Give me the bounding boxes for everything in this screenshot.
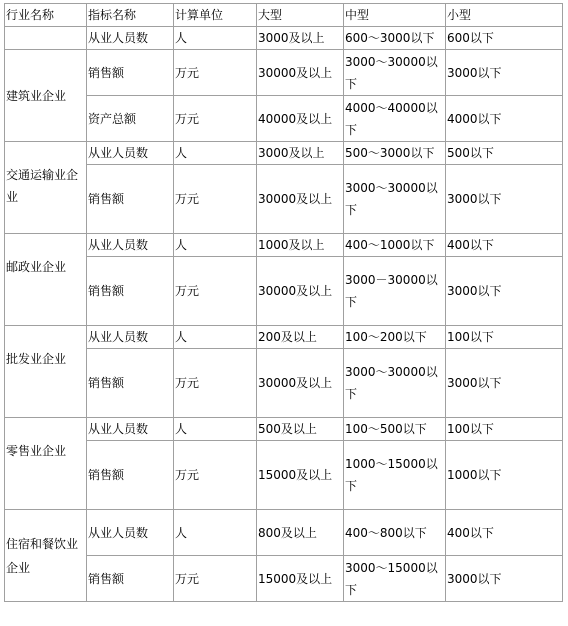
indicator-cell: 销售额	[87, 349, 174, 418]
industry-cell	[5, 418, 87, 510]
medium-cell: 100～200以下	[344, 326, 446, 349]
table-row	[5, 234, 563, 257]
industry-label: 零售业企业	[6, 444, 67, 458]
medium-cell: 3000－30000以下	[344, 257, 446, 326]
indicator-cell: 从业人员数	[87, 326, 174, 349]
industry-cell: 住宿和餐饮业企业	[5, 510, 87, 602]
small-cell: 1000以下	[446, 441, 563, 510]
indicator-cell: 从业人员数	[87, 27, 174, 50]
large-cell: 30000及以上	[257, 257, 344, 326]
enterprise-size-standard-table	[4, 3, 563, 602]
header-medium: 中型	[344, 4, 446, 27]
table-row	[5, 165, 563, 234]
small-cell: 3000以下	[446, 257, 563, 326]
indicator-cell: 资产总额	[87, 96, 174, 142]
industry-label: 批发业企业	[6, 352, 67, 366]
indicator-cell: 销售额	[87, 556, 174, 602]
small-cell: 100以下	[446, 326, 563, 349]
large-cell: 30000及以上	[257, 50, 344, 96]
small-cell: 3000以下	[446, 50, 563, 96]
unit-cell: 万元	[174, 441, 257, 510]
large-cell: 30000及以上	[257, 165, 344, 234]
indicator-cell: 从业人员数	[87, 234, 174, 257]
indicator-cell: 从业人员数	[87, 142, 174, 165]
indicator-cell: 销售额	[87, 50, 174, 96]
table-row	[5, 142, 563, 165]
indicator-cell: 销售额	[87, 165, 174, 234]
header-large: 大型	[257, 4, 344, 27]
medium-cell: 500～3000以下	[344, 142, 446, 165]
small-cell: 3000以下	[446, 349, 563, 418]
small-cell: 500以下	[446, 142, 563, 165]
industry-cell	[5, 142, 87, 234]
small-cell: 3000以下	[446, 556, 563, 602]
table-row	[5, 96, 563, 142]
table-row	[5, 326, 563, 349]
small-cell: 3000以下	[446, 165, 563, 234]
indicator-cell: 销售额	[87, 257, 174, 326]
header-industry: 行业名称	[5, 4, 87, 27]
header-row	[5, 4, 563, 27]
header-indicator: 指标名称	[87, 4, 174, 27]
industry-label: 交通运输业企业	[6, 168, 79, 204]
large-cell: 30000及以上	[257, 349, 344, 418]
large-cell: 800及以上	[257, 510, 344, 556]
unit-cell: 人	[174, 510, 257, 556]
small-cell: 100以下	[446, 418, 563, 441]
large-cell: 500及以上	[257, 418, 344, 441]
industry-label: 邮政业企业	[6, 260, 67, 274]
small-cell: 400以下	[446, 510, 563, 556]
large-cell: 1000及以上	[257, 234, 344, 257]
unit-cell: 人	[174, 142, 257, 165]
small-cell: 600以下	[446, 27, 563, 50]
indicator-cell: 销售额	[87, 441, 174, 510]
header-small: 小型	[446, 4, 563, 27]
table-row	[5, 510, 563, 556]
unit-cell: 人	[174, 326, 257, 349]
indicator-cell: 从业人员数	[87, 510, 174, 556]
unit-cell: 万元	[174, 165, 257, 234]
medium-cell: 3000～30000以下	[344, 165, 446, 234]
medium-cell: 1000～15000以下	[344, 441, 446, 510]
medium-cell: 600～3000以下	[344, 27, 446, 50]
header-unit: 计算单位	[174, 4, 257, 27]
unit-cell: 万元	[174, 96, 257, 142]
large-cell: 15000及以上	[257, 556, 344, 602]
unit-cell: 万元	[174, 50, 257, 96]
small-cell: 400以下	[446, 234, 563, 257]
industry-cell	[5, 234, 87, 326]
table-row	[5, 418, 563, 441]
unit-cell: 人	[174, 27, 257, 50]
large-cell: 3000及以上	[257, 142, 344, 165]
medium-cell: 100～500以下	[344, 418, 446, 441]
table-row	[5, 441, 563, 510]
medium-cell: 3000～30000以下	[344, 349, 446, 418]
unit-cell: 人	[174, 234, 257, 257]
industry-cell	[5, 27, 87, 50]
table-row	[5, 27, 563, 50]
table-row	[5, 556, 563, 602]
unit-cell: 万元	[174, 349, 257, 418]
medium-cell: 400～1000以下	[344, 234, 446, 257]
table-row	[5, 50, 563, 96]
medium-cell: 3000～30000以下	[344, 50, 446, 96]
industry-cell	[5, 326, 87, 418]
table-row	[5, 257, 563, 326]
medium-cell: 4000～40000以下	[344, 96, 446, 142]
large-cell: 200及以上	[257, 326, 344, 349]
indicator-cell: 从业人员数	[87, 418, 174, 441]
small-cell: 4000以下	[446, 96, 563, 142]
unit-cell: 万元	[174, 556, 257, 602]
large-cell: 3000及以上	[257, 27, 344, 50]
industry-cell: 建筑业企业	[5, 50, 87, 142]
large-cell: 40000及以上	[257, 96, 344, 142]
medium-cell: 3000～15000以下	[344, 556, 446, 602]
table-row	[5, 349, 563, 418]
unit-cell: 万元	[174, 257, 257, 326]
large-cell: 15000及以上	[257, 441, 344, 510]
unit-cell: 人	[174, 418, 257, 441]
medium-cell: 400～800以下	[344, 510, 446, 556]
